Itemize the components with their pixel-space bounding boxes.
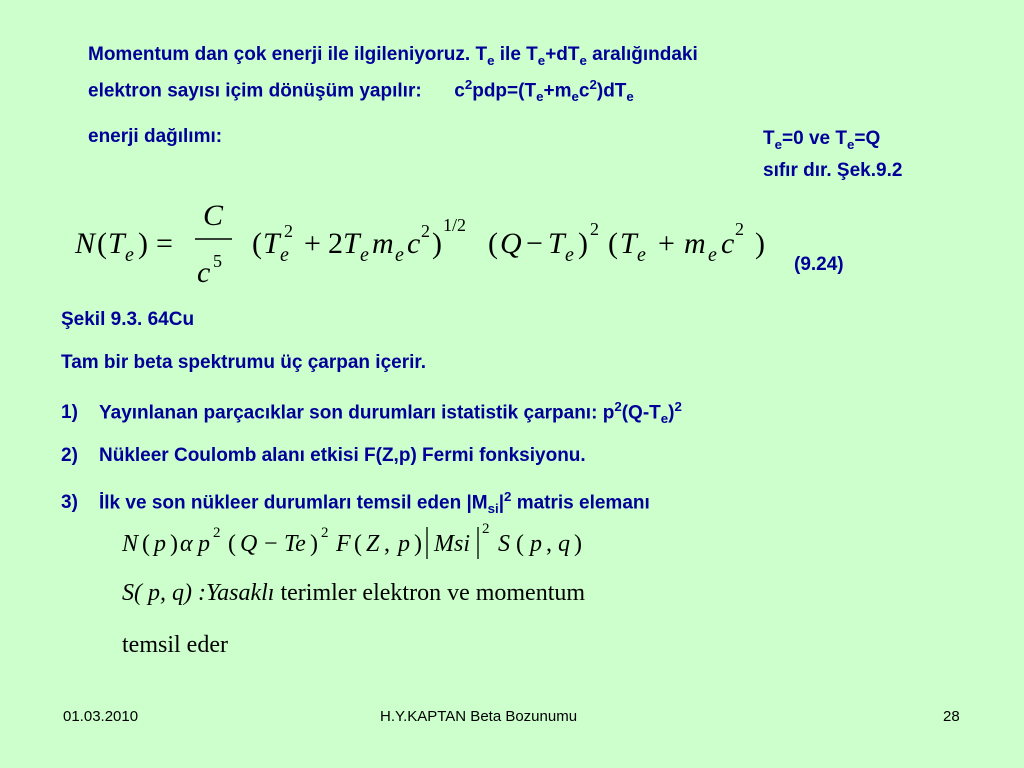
svg-text:(: ( bbox=[97, 227, 107, 260]
svg-text:(: ( bbox=[516, 531, 524, 557]
svg-text:2: 2 bbox=[735, 219, 744, 239]
svg-text:(: ( bbox=[252, 227, 262, 260]
list-item: 1) Yayınlanan parçacıklar son durumları istatistik çarpanı: $p^2(Q-T_e)^2$ bbox=[61, 399, 682, 427]
svg-text:T: T bbox=[108, 227, 125, 260]
svg-text:e: e bbox=[360, 244, 369, 266]
intro-line-1: Momentum dan çok enerji ile ilgileniyoruz. $T_e$ ile $T_e+dT_e$ aralığındaki bbox=[88, 44, 698, 68]
svg-text:(: ( bbox=[608, 227, 618, 260]
side-note-line-2: sıfır dır. Şek.9.2 bbox=[763, 160, 903, 181]
svg-text:(: ( bbox=[142, 531, 150, 557]
figure-reference: Şekil 9.3. 64Cu bbox=[61, 309, 195, 330]
svg-text:): ) bbox=[170, 531, 178, 557]
svg-text:p: p bbox=[198, 531, 210, 557]
list-item: 2) Nükleer Coulomb alanı etkisi F(Z,p) Fermi fonksiyonu. bbox=[61, 445, 586, 466]
svg-text:T: T bbox=[263, 227, 280, 260]
svg-text:=: = bbox=[156, 227, 173, 260]
footer-page-number: 28 bbox=[943, 708, 960, 725]
svg-text:m: m bbox=[372, 227, 394, 260]
svg-text:+: + bbox=[304, 227, 321, 260]
equation-9-24 bbox=[70, 195, 790, 295]
svg-text:N: N bbox=[122, 531, 139, 557]
svg-text:T: T bbox=[548, 227, 565, 260]
svg-text:(: ( bbox=[228, 531, 236, 557]
svg-text:2: 2 bbox=[284, 221, 293, 241]
svg-text:Q: Q bbox=[500, 227, 522, 260]
svg-text:): ) bbox=[574, 531, 582, 557]
energy-label: enerji dağılımı: bbox=[88, 126, 223, 147]
svg-text:m: m bbox=[684, 227, 706, 260]
svg-text:c: c bbox=[407, 227, 421, 260]
svg-text:e: e bbox=[280, 244, 289, 266]
svg-text:(: ( bbox=[354, 531, 362, 557]
svg-text:2: 2 bbox=[590, 219, 599, 239]
svg-text:): ) bbox=[755, 227, 765, 260]
spectrum-formula bbox=[118, 515, 698, 565]
side-note-line-1: $T_e=0$ ve $T_e=Q$ bbox=[763, 128, 881, 152]
svg-text:): ) bbox=[414, 531, 422, 557]
svg-text:p: p bbox=[154, 531, 166, 557]
svg-text:α: α bbox=[180, 531, 193, 557]
svg-text:e: e bbox=[395, 244, 404, 266]
svg-text:N: N bbox=[75, 227, 96, 260]
svg-text:Z: Z bbox=[366, 531, 380, 557]
formula-definition-line-2: temsil eder bbox=[122, 632, 228, 658]
svg-text:5: 5 bbox=[213, 251, 222, 271]
svg-text:S: S bbox=[498, 531, 510, 557]
svg-text:2: 2 bbox=[213, 525, 221, 541]
svg-text:): ) bbox=[138, 227, 148, 260]
svg-text:e: e bbox=[708, 244, 717, 266]
svg-text:C: C bbox=[203, 199, 224, 232]
svg-text:2: 2 bbox=[321, 525, 329, 541]
svg-text:+: + bbox=[658, 227, 675, 260]
footer-title: H.Y.KAPTAN Beta Bozunumu bbox=[380, 708, 578, 725]
svg-text:q: q bbox=[558, 531, 570, 557]
svg-text:2: 2 bbox=[421, 221, 430, 241]
svg-text:2: 2 bbox=[482, 521, 490, 537]
list-item: 3) İlk ve son nükleer durumları temsil eden $|M_{si}|^2$ matris elemanı bbox=[61, 489, 650, 517]
svg-text:T: T bbox=[343, 227, 360, 260]
svg-text:(: ( bbox=[488, 227, 498, 260]
svg-text:Msi: Msi bbox=[434, 531, 470, 557]
svg-text:e: e bbox=[637, 244, 646, 266]
svg-text:): ) bbox=[432, 227, 442, 260]
svg-text:): ) bbox=[578, 227, 588, 260]
svg-text:e: e bbox=[125, 244, 134, 266]
svg-text:p: p bbox=[398, 531, 410, 557]
svg-text:c: c bbox=[197, 256, 211, 289]
svg-text:c: c bbox=[721, 227, 735, 260]
svg-text:,: , bbox=[384, 531, 390, 557]
svg-text:e: e bbox=[565, 244, 574, 266]
svg-text:p: p bbox=[530, 531, 542, 557]
footer-date: 01.03.2010 bbox=[63, 708, 139, 725]
svg-text:,: , bbox=[546, 531, 552, 557]
svg-text:T: T bbox=[620, 227, 637, 260]
svg-text:−: − bbox=[526, 227, 543, 260]
intro-line-2: elektron sayısı içim dönüşüm yapılır: $c^2pdp=(T_e+m_ec^2)dT_e$ bbox=[88, 77, 634, 105]
svg-text:−: − bbox=[264, 531, 278, 557]
svg-text:): ) bbox=[310, 531, 318, 557]
spectrum-intro: Tam bir beta spektrumu üç çarpan içerir. bbox=[61, 352, 426, 373]
svg-text:F: F bbox=[336, 531, 351, 557]
svg-text:1/2: 1/2 bbox=[443, 215, 467, 235]
svg-text:Q: Q bbox=[240, 531, 258, 557]
formula-definition-line: S( p, q) :Yasaklı terimler elektron ve momentum bbox=[122, 580, 586, 606]
svg-text:2: 2 bbox=[328, 227, 343, 260]
svg-text:Te: Te bbox=[284, 531, 306, 557]
equation-number: (9.24) bbox=[794, 254, 844, 275]
